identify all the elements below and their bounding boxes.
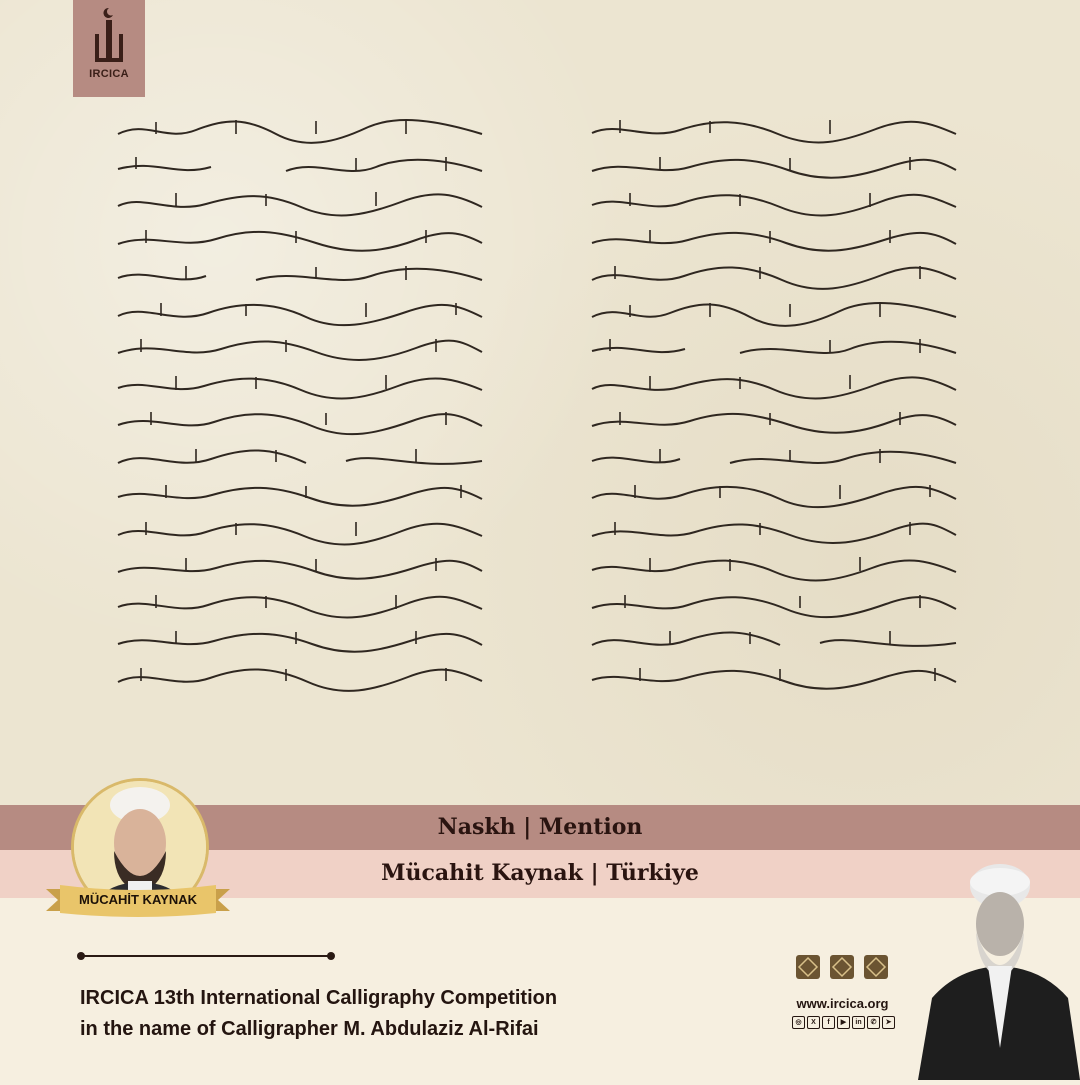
calligraphy-line	[590, 477, 960, 514]
ornament-tiles	[792, 951, 892, 983]
decorative-divider	[81, 955, 331, 957]
competition-title-line-2: in the name of Calligrapher M. Abdulaziz Al-Rifai	[80, 1018, 539, 1040]
minaret-icon	[73, 0, 145, 70]
calligraphy-line	[590, 149, 960, 186]
calligraphy-line	[590, 660, 960, 697]
participant-name-ribbon	[46, 883, 230, 917]
logo-text: IRCICA	[89, 68, 129, 80]
calligraphy-line	[116, 623, 486, 660]
calligrapher-portrait	[918, 848, 1080, 1080]
calligraphy-line	[116, 185, 486, 222]
calligraphy-line	[116, 550, 486, 587]
calligraphy-line	[116, 222, 486, 259]
calligraphy-line	[116, 587, 486, 624]
facebook-icon[interactable]: f	[822, 1016, 835, 1029]
calligraphy-line	[116, 660, 486, 697]
ircica-logo[interactable]	[73, 0, 145, 97]
calligraphy-line	[590, 222, 960, 259]
category-text: Naskh | Mention	[437, 814, 643, 840]
social-links	[792, 1016, 895, 1029]
instagram-icon[interactable]: ◎	[792, 1016, 805, 1029]
calligraphy-line	[590, 587, 960, 624]
participant-name: MÜCAHİT KAYNAK	[79, 892, 197, 907]
whatsapp-icon[interactable]: ✆	[867, 1016, 880, 1029]
calligraphy-line	[116, 368, 486, 405]
calligraphy-line	[590, 368, 960, 405]
calligraphy-line	[590, 441, 960, 478]
calligraphy-line	[116, 404, 486, 441]
calligraphy-line	[590, 112, 960, 149]
calligraphy-line	[590, 550, 960, 587]
competition-title-line-1: IRCICA 13th International Calligraphy Competition	[80, 987, 558, 1009]
calligraphy-line	[116, 331, 486, 368]
linkedin-icon[interactable]: in	[852, 1016, 865, 1029]
youtube-icon[interactable]: ▶	[837, 1016, 850, 1029]
calligraphy-line	[590, 404, 960, 441]
website-link[interactable]: www.ircica.org	[796, 996, 889, 1011]
calligraphy-line	[590, 623, 960, 660]
calligraphy-line	[116, 441, 486, 478]
calligraphy-line	[590, 185, 960, 222]
telegram-icon[interactable]: ➤	[882, 1016, 895, 1029]
calligraphy-line	[116, 112, 486, 149]
calligraphy-line	[590, 295, 960, 332]
x-icon[interactable]: X	[807, 1016, 820, 1029]
participant-country-text: Mücahit Kaynak | Türkiye	[381, 860, 699, 886]
calligraphy-line	[590, 331, 960, 368]
calligraphy-line	[116, 514, 486, 551]
calligraphy-column-left	[116, 112, 486, 696]
calligraphy-column-right	[590, 112, 960, 696]
calligraphy-line	[116, 149, 486, 186]
calligraphy-line	[590, 258, 960, 295]
calligraphy-line	[116, 258, 486, 295]
competition-title	[80, 983, 680, 1045]
calligraphy-line	[116, 477, 486, 514]
calligraphy-line	[590, 514, 960, 551]
calligraphy-line	[116, 295, 486, 332]
